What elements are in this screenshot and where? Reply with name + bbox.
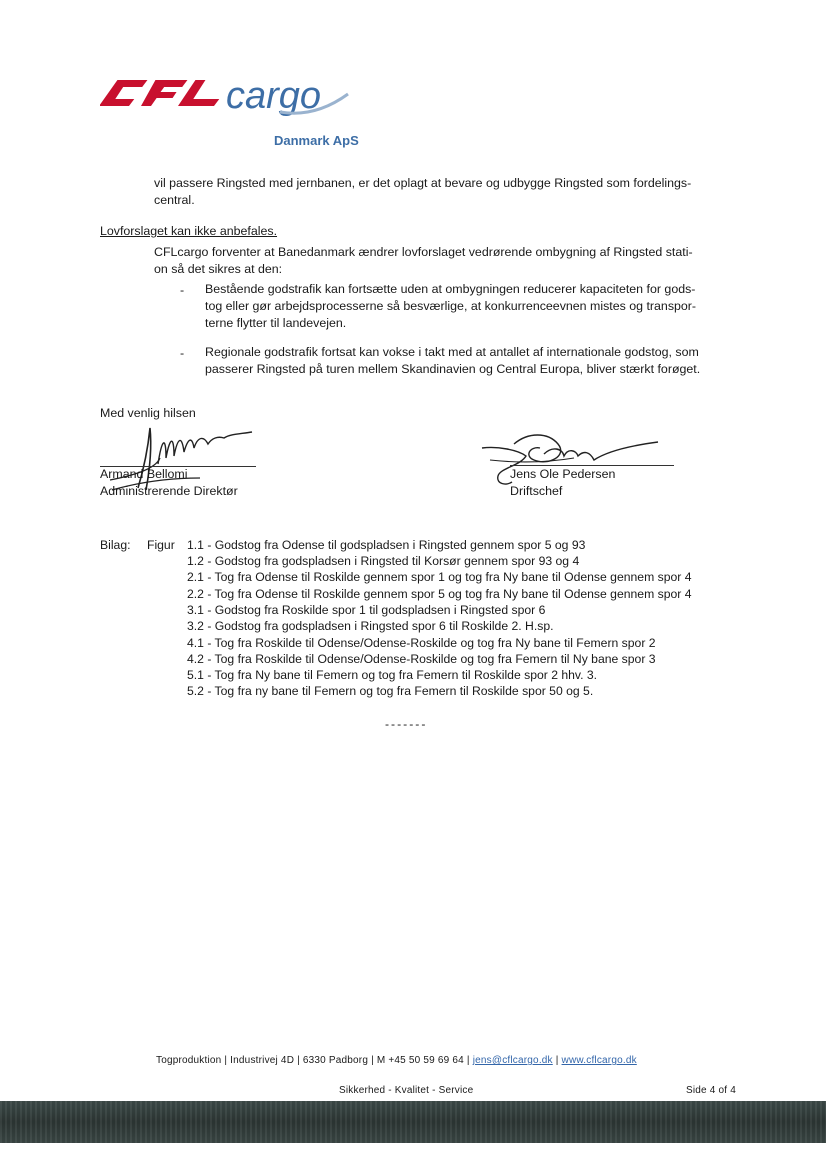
signer-2-name: Jens Ole Pedersen xyxy=(510,467,616,481)
footer-address: Togproduktion | Industrivej 4D | 6330 Padborg | M +45 50 59 69 64 | xyxy=(156,1055,470,1066)
attachment-item: 4.1 - Tog fra Roskilde til Odense/Odense-Roskilde og tog fra Ny bane til Femern spor 2 xyxy=(187,636,656,650)
bullet-2-line-2: passerer Ringsted på turen mellem Skandinavien og Central Europa, bliver stærkt forøget. xyxy=(205,362,701,376)
footer-website-link[interactable]: www.cflcargo.dk xyxy=(561,1055,637,1066)
footer-slogan: Sikkerhed - Kvalitet - Service xyxy=(339,1085,474,1096)
footer-image-band xyxy=(0,1101,826,1143)
attachment-item: 4.2 - Tog fra Roskilde til Odense/Odense-Roskilde og tog fra Femern til Ny bane spor 3 xyxy=(187,652,656,666)
intro-line-1: vil passere Ringsted med jernbanen, er det oplagt at bevare og udbygge Ringsted som fordelings- xyxy=(154,176,692,190)
bullet-dash: - xyxy=(180,346,185,360)
bullet-dash: - xyxy=(180,283,185,297)
attachment-item: 3.2 - Godstog fra godspladsen i Ringsted spor 6 til Roskilde 2. H.sp. xyxy=(187,619,554,633)
signer-1-title: Administrerende Direktør xyxy=(100,484,238,498)
company-subtitle: Danmark ApS xyxy=(274,133,359,148)
para-line-1: CFLcargo forventer at Banedanmark ændrer lovforslaget vedrørende ombygning af Ringsted stati- xyxy=(154,245,693,259)
bullet-1-line-1: Bestående godstrafik kan fortsætte uden at ombygningen reducerer kapaciteten for gods- xyxy=(205,282,696,296)
attachments-sublabel: Figur xyxy=(147,538,175,552)
attachments-label: Bilag: xyxy=(100,538,131,552)
attachment-item: 5.2 - Tog fra ny bane til Femern og tog fra Femern til Roskilde spor 50 og 5. xyxy=(187,684,594,698)
page-number: Side 4 of 4 xyxy=(686,1085,737,1096)
cfl-cargo-logo xyxy=(100,66,360,122)
svg-text:cargo: cargo xyxy=(226,75,322,117)
para-line-2: on så det sikres at den: xyxy=(154,262,283,276)
attachment-item: 1.2 - Godstog fra godspladsen i Ringsted til Korsør gennem spor 93 og 4 xyxy=(187,554,580,568)
signature-2 xyxy=(478,426,668,494)
attachment-item: 5.1 - Tog fra Ny bane til Femern og tog fra Femern til Roskilde spor 2 hhv. 3. xyxy=(187,668,598,682)
attachment-item: 2.1 - Tog fra Odense til Roskilde gennem spor 1 og tog fra Ny bane til Odense gennem spor 4 xyxy=(187,570,692,584)
closing-greeting: Med venlig hilsen xyxy=(100,406,196,420)
attachment-item: 1.1 - Godstog fra Odense til godspladsen i Ringsted gennem spor 5 og 93 xyxy=(187,538,586,552)
footer-email-link[interactable]: jens@cflcargo.dk xyxy=(472,1055,553,1066)
signer-2-title: Driftschef xyxy=(510,484,563,498)
footer-contact-line xyxy=(156,1055,637,1066)
signer-1-name: Armand Bellomi xyxy=(100,467,188,481)
attachment-item: 3.1 - Godstog fra Roskilde spor 1 til godspladsen i Ringsted spor 6 xyxy=(187,603,546,617)
end-marker: ------- xyxy=(385,717,428,731)
intro-line-2: central. xyxy=(154,193,195,207)
bullet-1-line-3: terne flytter til landevejen. xyxy=(205,316,347,330)
footer-separator: | xyxy=(555,1055,559,1066)
attachment-item: 2.2 - Tog fra Odense til Roskilde gennem spor 5 og tog fra Ny bane til Odense gennem spor 4 xyxy=(187,587,692,601)
footer-band-texture xyxy=(0,1101,826,1143)
bullet-2-line-1: Regionale godstrafik fortsat kan vokse i takt med at antallet af internationale godstog, som xyxy=(205,345,699,359)
section-heading: Lovforslaget kan ikke anbefales. xyxy=(100,224,278,238)
bullet-1-line-2: tog eller gør arbejdsprocesserne så besværlige, at konkurrenceevnen mistes og transpor- xyxy=(205,299,697,313)
